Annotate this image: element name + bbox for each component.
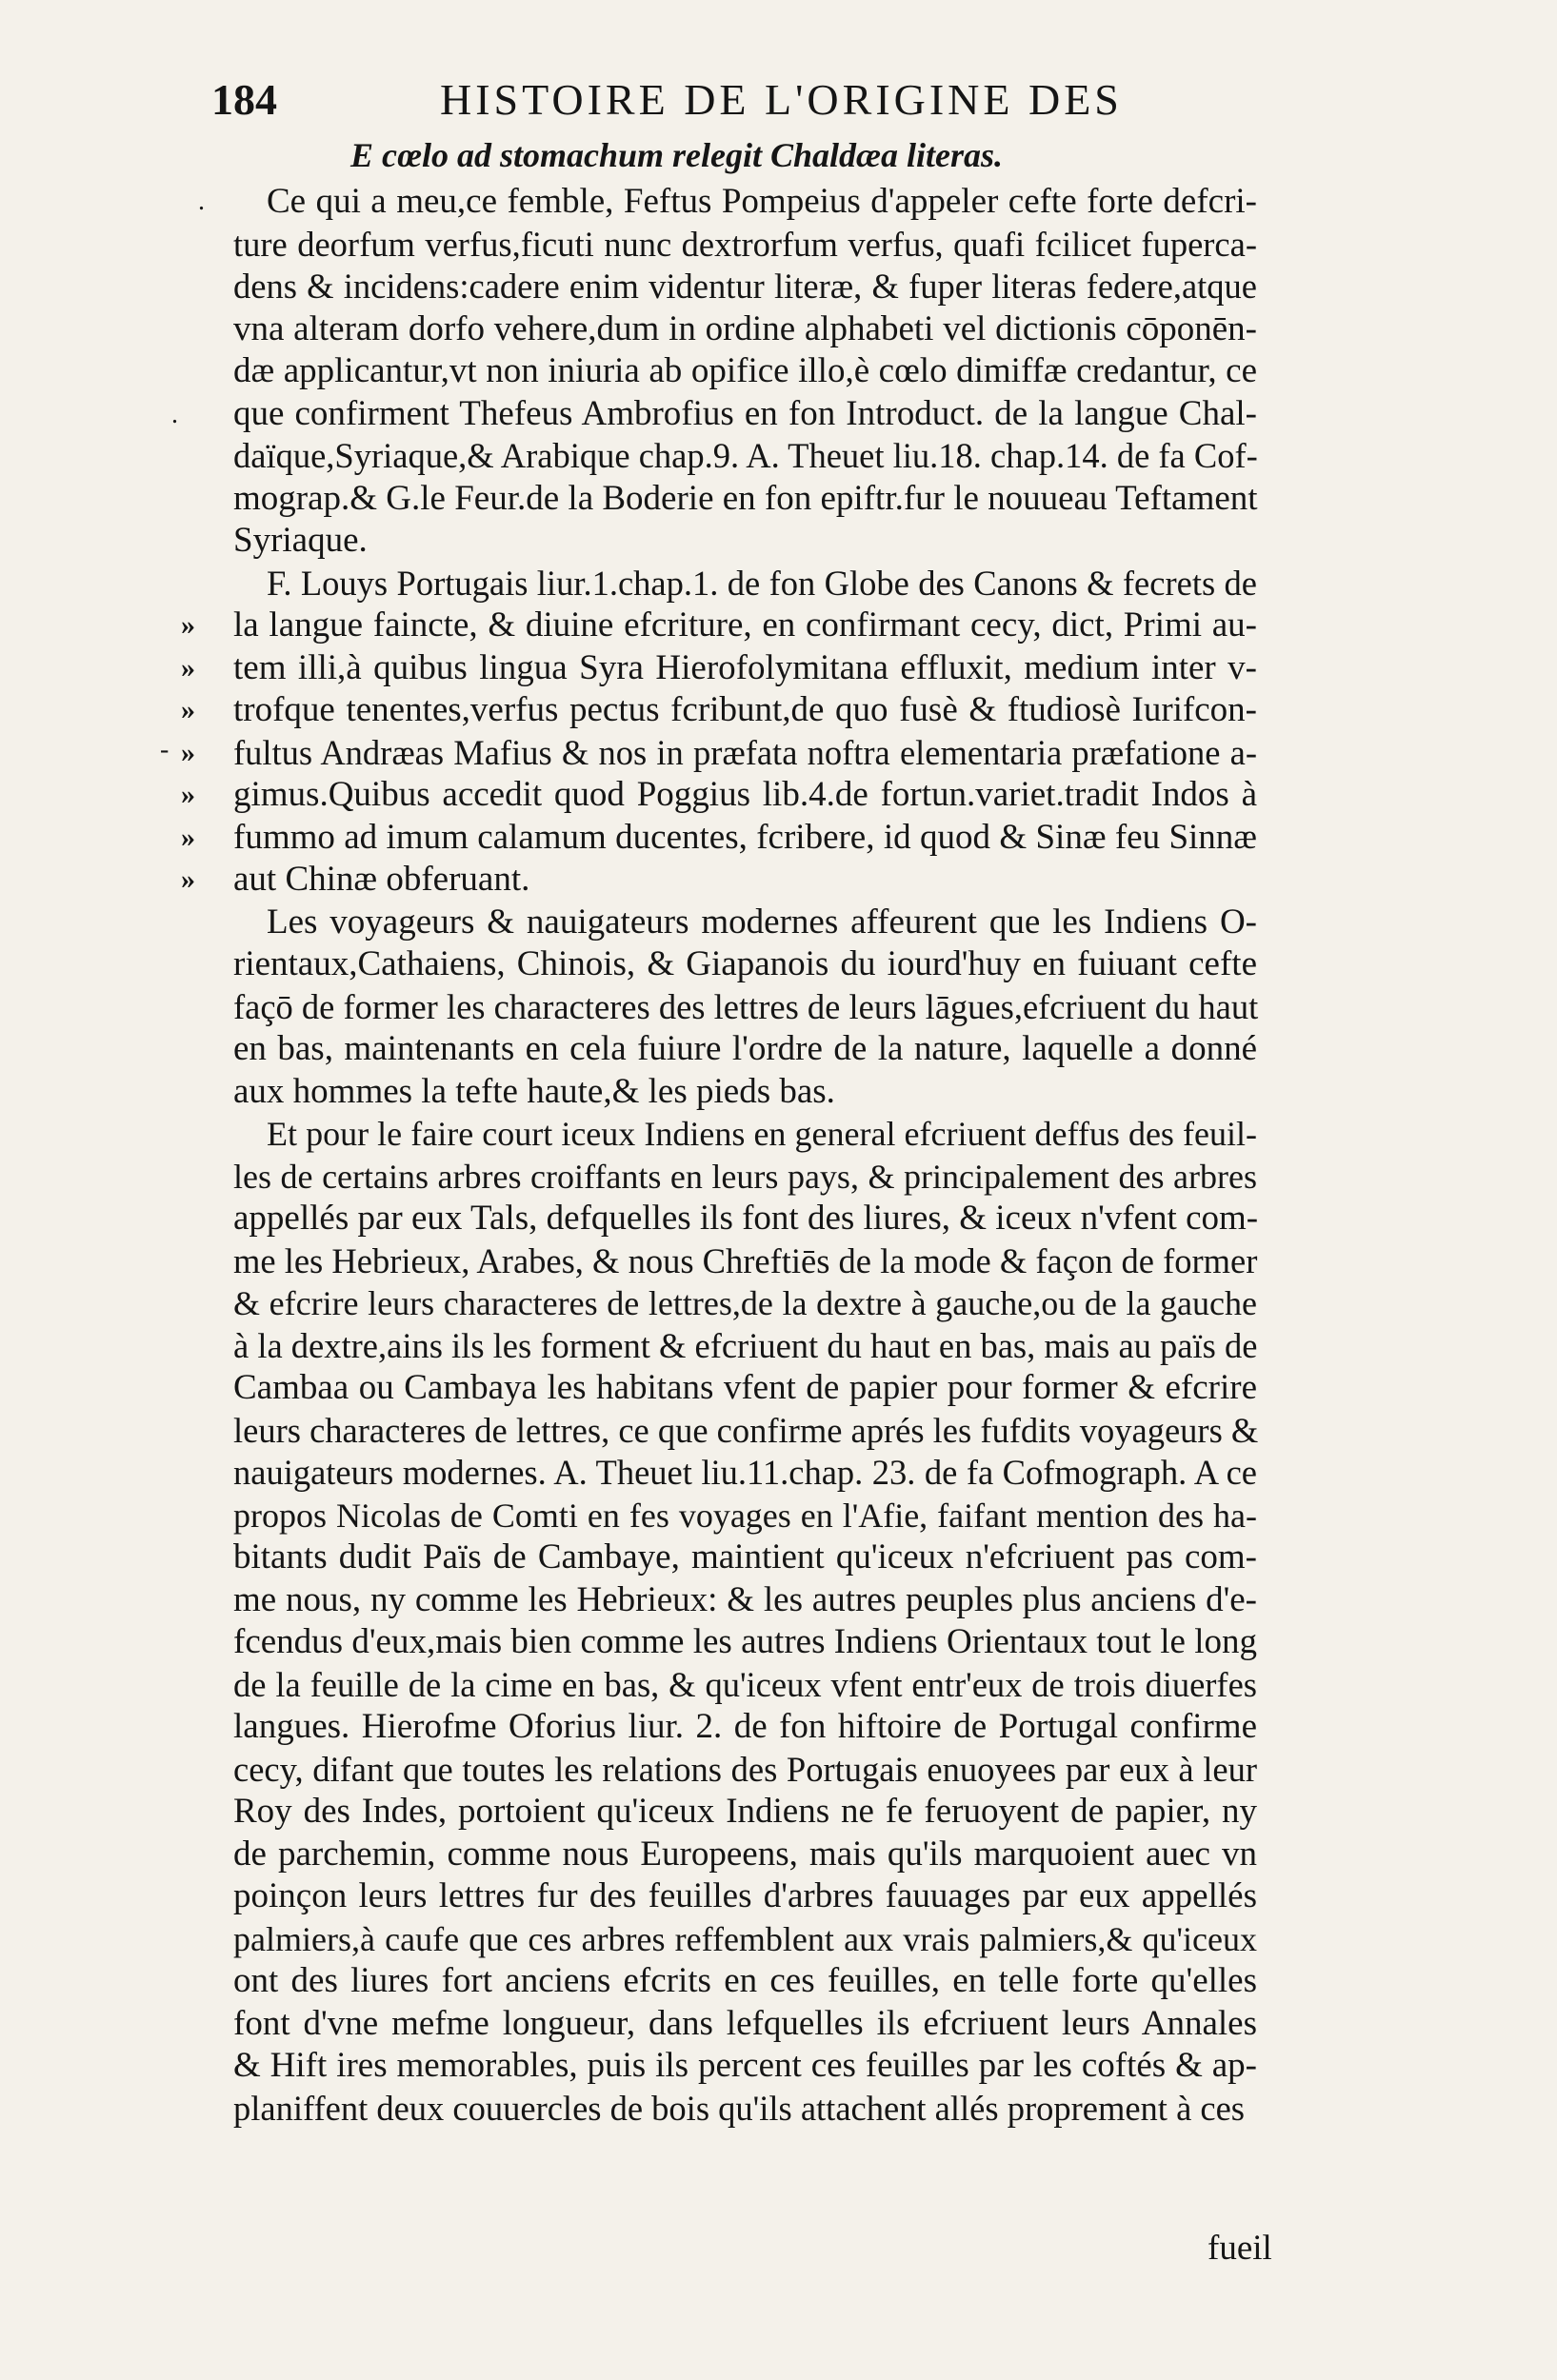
line-text: Cambaa ou Cambaya les habitans vfent de papier pour former & efcrire	[233, 1368, 1257, 1407]
quotation-mark: »	[181, 779, 195, 810]
text-line	[181, 732, 1257, 775]
text-line	[181, 817, 1257, 860]
line-text: poinçon leurs lettres fur des feuilles d'arbres fauuages par eux appellés	[233, 1876, 1257, 1915]
line-text: trofque tenentes,verfus pectus fcribunt,de quo fusè & ftudiosè Iurifcon-	[233, 690, 1257, 729]
quotation-mark: »	[181, 736, 195, 768]
margin-dot-mark: .	[171, 400, 178, 429]
line-text: & Hift ires memorables, puis ils percent ces feuilles par les coftés & ap-	[233, 2046, 1257, 2085]
page-number: 184	[211, 75, 277, 124]
line-text: aut Chinæ obferuant.	[233, 860, 530, 899]
line-text: cecy, difant que toutes les relations des Portugais enuoyees par eux à leur	[233, 1749, 1257, 1789]
text-line	[233, 1156, 1257, 1199]
line-text: planiffent deux couuercles de bois qu'ils attachent allés proprement à ces	[233, 2088, 1245, 2128]
margin-dot-mark: .	[198, 187, 205, 216]
line-text: F. Louys Portugais liur.1.chap.1. de fon Globe des Canons & fecrets de	[267, 563, 1257, 603]
text-line	[181, 605, 1257, 647]
text-line	[233, 1960, 1257, 2003]
line-text: appellés par eux Tals, defquelles ils font des liures, & iceux n'vfent com-	[233, 1199, 1259, 1238]
line-text: tem illi,à quibus lingua Syra Hierofolymitana effluxit, medium inter v-	[233, 647, 1257, 687]
text-line	[181, 689, 1257, 732]
running-title: HISTOIRE DE L'ORIGINE DES	[440, 75, 1123, 124]
line-text: aux hommes la tefte haute,& les pieds bas.	[233, 1071, 835, 1111]
catchword: fueil	[1208, 2229, 1272, 2268]
text-line	[233, 943, 1257, 986]
line-text: fultus Andræas Mafius & nos in præfata noftra elementaria præfatione a-	[233, 732, 1257, 772]
line-text: font d'vne mefme longueur, dans lefquelles ils efcriuent leurs Annales	[233, 2003, 1257, 2043]
text-line	[233, 1495, 1257, 1537]
text-line	[233, 308, 1257, 351]
subtitle: E cœlo ad stomachum relegit Chaldæa literas.	[350, 136, 1004, 174]
line-text: ture deorfum verfus,ficuti nunc dextrorfum verfus, quafi fcilicet fuperca-	[233, 224, 1257, 264]
line-text: gimus.Quibus accedit quod Poggius lib.4.de fortun.variet.tradit Indos à	[233, 775, 1257, 814]
line-text: rientaux,Cathaiens, Chinois, & Giapanois du iourd'huy en fuiuant cefte	[233, 944, 1257, 983]
text-line	[233, 1410, 1257, 1453]
body-text	[181, 181, 1259, 2130]
text-line	[233, 1367, 1257, 1410]
line-text: en bas, maintenants en cela fuiure l'ordre de la nature, laquelle a donné	[233, 1029, 1257, 1068]
text-line	[233, 1706, 1257, 1749]
text-line	[233, 1028, 1257, 1071]
margin-dash-mark: -	[160, 735, 170, 764]
text-line	[233, 1113, 1257, 1156]
line-text: bitants dudit Païs de Cambaye, maintient qu'iceux n'efcriuent pas com-	[233, 1537, 1257, 1577]
text-line	[233, 520, 1257, 563]
text-line	[233, 2045, 1257, 2088]
text-line	[233, 266, 1257, 308]
text-line	[233, 563, 1257, 605]
text-line	[181, 774, 1257, 817]
quotation-mark: »	[181, 821, 195, 853]
text-line	[233, 2003, 1257, 2046]
text-line	[233, 1664, 1257, 1707]
line-text: Et pour le faire court iceux Indiens en general efcriuent deffus des feuil-	[267, 1115, 1257, 1153]
line-text: mograp.& G.le Feur.de la Boderie en fon epiftr.fur le nouueau Teftament	[233, 478, 1258, 518]
line-text: dæ applicantur,vt non iniuria ab opifice illo,è cœlo dimiffæ credantur, ce	[233, 351, 1257, 390]
line-text: que confirment Thefeus Ambrofius en fon Introduct. de la langue Chal-	[233, 393, 1257, 433]
line-text: fummo ad imum calamum ducentes, fcribere, id quod & Sinæ feu Sinnæ	[233, 817, 1257, 857]
line-text: langues. Hierofme Oforius liur. 2. de fon hiftoire de Portugal confirme	[233, 1707, 1257, 1746]
line-text: Ce qui a meu,ce femble, Feftus Pompeius d'appeler cefte forte defcri-	[267, 182, 1257, 221]
text-line	[233, 1579, 1257, 1622]
quotation-mark: »	[181, 694, 195, 725]
quotation-mark: »	[181, 651, 195, 684]
text-line	[233, 1791, 1257, 1834]
text-line	[233, 1198, 1257, 1240]
line-text: fcendus d'eux,mais bien comme les autres Indiens Orientaux tout le long	[233, 1622, 1257, 1661]
line-text: les de certains arbres croiffants en leurs pays, & principalement des arbres	[233, 1157, 1257, 1196]
line-text: de la feuille de la cime en bas, & qu'iceux vfent entr'eux de trois diuerfes	[233, 1664, 1257, 1704]
text-line	[233, 1071, 1257, 1114]
line-text: me les Hebrieux, Arabes, & nous Chreftiēs de la mode & façon de former	[233, 1240, 1258, 1280]
line-text: vna alteram dorfo vehere,dum in ordine alphabeti vel dictionis cōponēn-	[233, 308, 1257, 348]
text-line	[233, 181, 1257, 224]
text-line	[181, 859, 1257, 902]
text-line	[233, 1452, 1257, 1495]
line-text: propos Nicolas de Comti en fes voyages en l'Afie, faifant mention des ha-	[233, 1496, 1257, 1535]
text-line	[233, 1325, 1257, 1368]
line-text: leurs characteres de lettres, ce que confirme aprés les fufdits voyageurs &	[233, 1410, 1259, 1450]
text-line	[233, 1537, 1257, 1579]
text-line	[233, 224, 1257, 267]
text-line	[233, 1875, 1257, 1918]
line-text: de parchemin, comme nous Europeens, mais qu'ils marquoient auec vn	[233, 1834, 1257, 1874]
line-text: me nous, ny comme les Hebrieux: & les autres peuples plus anciens d'e-	[233, 1579, 1257, 1619]
quotation-mark: »	[181, 609, 195, 641]
text-line	[233, 478, 1257, 521]
text-line	[233, 986, 1257, 1029]
line-text: dens & incidens:cadere enim videntur literæ, & fuper literas federe,atque	[233, 267, 1257, 306]
text-line	[233, 1240, 1257, 1283]
text-line	[233, 1834, 1257, 1876]
line-text: & efcrire leurs characteres de lettres,de la dextre à gauche,ou de la gauche	[233, 1284, 1257, 1322]
line-text: la langue faincte, & diuine efcriture, en confirmant cecy, dict, Primi au-	[233, 605, 1257, 645]
line-text: Roy des Indes, portoient qu'iceux Indiens ne fe feruoyent de papier, ny	[233, 1792, 1257, 1831]
text-line	[233, 1918, 1257, 1961]
text-line	[233, 1749, 1257, 1792]
line-text: daïque,Syriaque,& Arabique chap.9. A. Theuet liu.18. chap.14. de fa Cof-	[233, 436, 1258, 475]
line-text: palmiers,à caufe que ces arbres reffemblent aux vrais palmiers,& qu'iceux	[233, 1919, 1257, 1958]
line-text: Les voyageurs & nauigateurs modernes affeurent que les Indiens O-	[267, 902, 1257, 942]
text-line	[233, 350, 1257, 393]
line-text: nauigateurs modernes. A. Theuet liu.11.chap. 23. de fa Cofmograph. A ce	[233, 1453, 1257, 1492]
line-text: ont des liures fort anciens efcrits en ces feuilles, en telle forte qu'elles	[233, 1961, 1257, 2000]
text-line	[181, 647, 1257, 690]
line-text: à la dextre,ains ils les forment & efcriuent du haut en bas, mais au païs de	[233, 1325, 1258, 1365]
text-line	[233, 1282, 1257, 1325]
line-text: Syriaque.	[233, 521, 368, 560]
text-line	[233, 393, 1257, 436]
text-line	[233, 435, 1257, 478]
page-header	[211, 74, 1268, 128]
text-line	[233, 902, 1257, 944]
text-line	[233, 1621, 1257, 1664]
quotation-mark: »	[181, 863, 195, 895]
line-text: façō de former les characteres des lettres de leurs lāgues,efcriuent du haut	[233, 986, 1259, 1026]
text-line	[233, 2088, 1257, 2131]
